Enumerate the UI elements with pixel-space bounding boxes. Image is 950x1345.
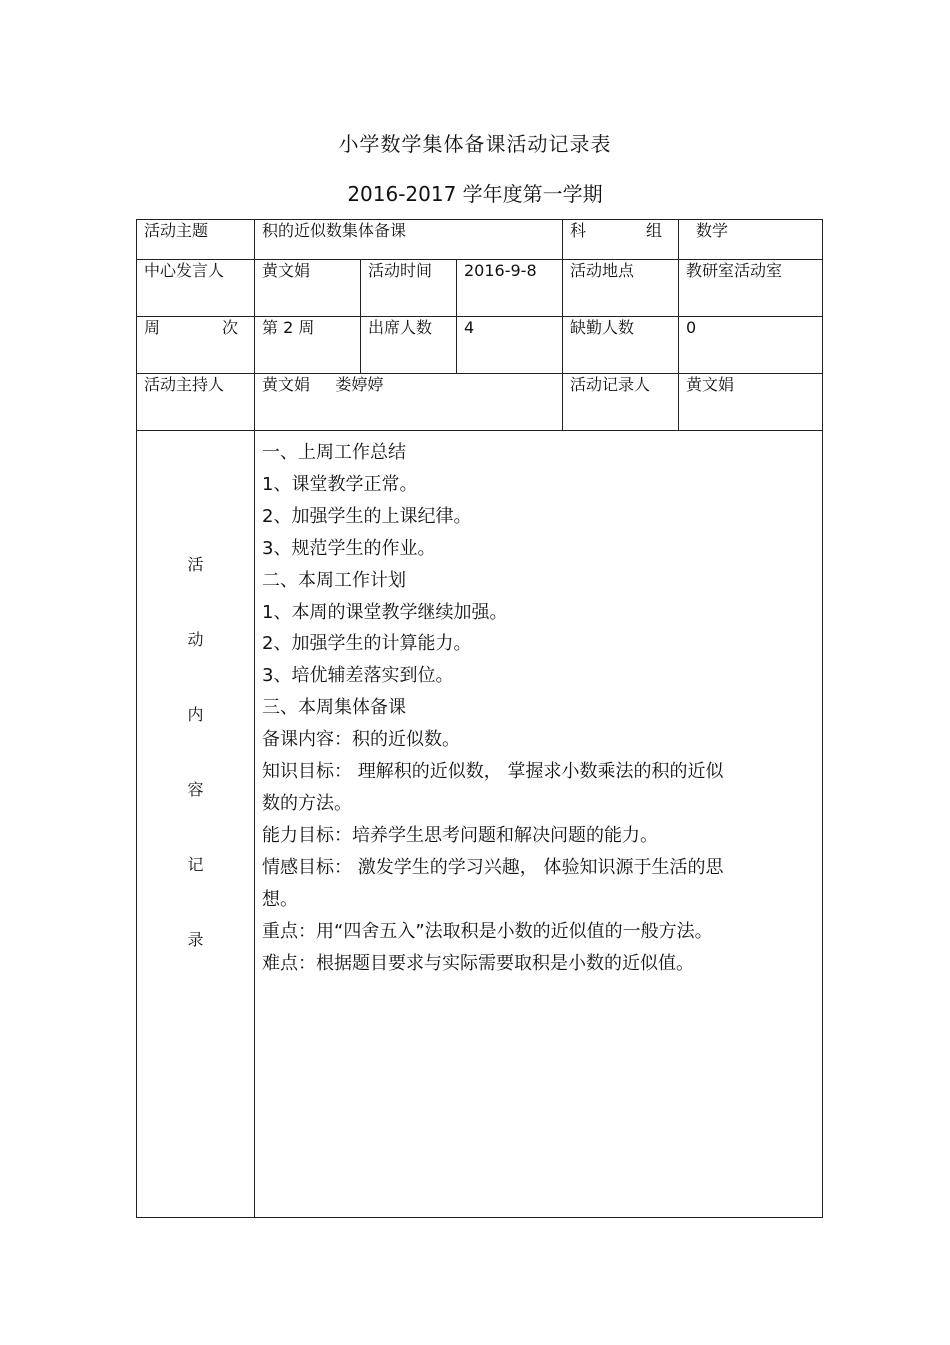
- content-line: 重点：用“四舍五入”法取积是小数的近似值的一般方法。: [262, 920, 713, 942]
- content-label-cell: [137, 431, 255, 1218]
- content-line: 2、加强学生的计算能力。: [262, 633, 472, 655]
- table-row: [137, 374, 823, 431]
- content-line: 数的方法。: [262, 792, 352, 814]
- page-title: 小学数学集体备课活动记录表: [338, 132, 612, 156]
- content-line: 能力目标：培养学生思考问题和解决问题的能力。: [262, 824, 658, 846]
- content-line: 备课内容：积的近似数。: [262, 729, 460, 751]
- speaker-value: 黄文娟: [255, 260, 361, 317]
- time-label: 活动时间: [361, 260, 457, 317]
- record-table: [136, 219, 823, 1218]
- subject-label-b: 组: [645, 221, 662, 240]
- activity-content: [255, 431, 823, 1218]
- time-value: 2016-9-8: [457, 260, 563, 317]
- content-line: 想。: [262, 888, 298, 910]
- table-row: [137, 220, 823, 260]
- subject-value: 数学: [679, 220, 823, 260]
- week-label-a: 周: [144, 318, 161, 337]
- recorder-value: 黄文娟: [679, 374, 823, 431]
- content-label-char: 录: [187, 930, 204, 949]
- page-subtitle: 2016-2017 学年度第一学期: [347, 182, 603, 206]
- recorder-label: 活动记录人: [563, 374, 679, 431]
- absent-label: 缺勤人数: [563, 317, 679, 374]
- week-label: [137, 317, 255, 374]
- host-label: 活动主持人: [137, 374, 255, 431]
- place-value: 教研室活动室: [679, 260, 823, 317]
- content-line: 3、培优辅差落实到位。: [262, 665, 454, 687]
- subject-label: [563, 220, 679, 260]
- content-line: 1、课堂教学正常。: [262, 473, 418, 495]
- table-row: [137, 431, 823, 1218]
- content-line: 情感目标： 激发学生的学习兴趣， 体验知识源于生活的思: [262, 856, 724, 878]
- content-line: 知识目标： 理解积的近似数， 掌握求小数乘法的积的近似: [262, 761, 724, 783]
- week-value: 第 2 周: [255, 317, 361, 374]
- content-line: 2、加强学生的上课纪律。: [262, 505, 472, 527]
- speaker-label: 中心发言人: [137, 260, 255, 317]
- content-label-char: 动: [187, 630, 204, 649]
- place-label: 活动地点: [563, 260, 679, 317]
- content-line: 一、上周工作总结: [262, 442, 406, 463]
- content-line: 三、本周集体备课: [262, 697, 406, 719]
- content-line: 1、本周的课堂教学继续加强。: [262, 601, 508, 623]
- content-line: 3、规范学生的作业。: [262, 537, 436, 559]
- table-row: [137, 317, 823, 374]
- content-line: 二、本周工作计划: [262, 569, 406, 591]
- absent-value: 0: [679, 317, 823, 374]
- host-value: 黄文娟 娄婷婷: [255, 374, 563, 431]
- week-label-b: 次: [221, 318, 238, 337]
- theme-value: 积的近似数集体备课: [255, 220, 563, 260]
- content-label-char: 内: [187, 705, 204, 724]
- subject-label-a: 科: [570, 221, 587, 240]
- content-label-char: 记: [187, 855, 204, 874]
- content-label-char: 活: [187, 555, 204, 574]
- content-line: 难点：根据题目要求与实际需要取积是小数的近似值。: [262, 952, 694, 974]
- table-row: [137, 260, 823, 317]
- content-label-char: 容: [187, 780, 204, 799]
- attend-label: 出席人数: [361, 317, 457, 374]
- attend-value: 4: [457, 317, 563, 374]
- theme-label: 活动主题: [137, 220, 255, 260]
